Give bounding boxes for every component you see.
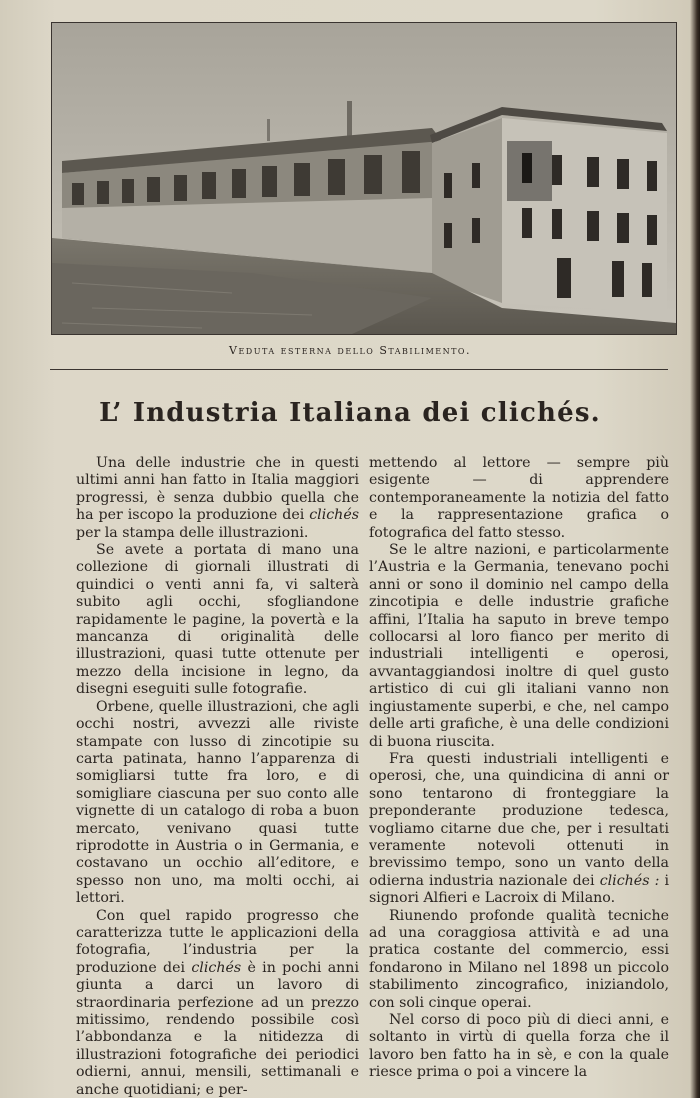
divider-rule: [50, 369, 668, 370]
paragraph: [76, 542, 359, 699]
article-title: L’ Industria Italiana dei clichés.: [99, 398, 601, 428]
italic-term: clichés :: [599, 872, 660, 889]
paragraph: [369, 908, 669, 1012]
text-run: Se avete a portata di mano una collezione di giornali illustrati di quindici o venti anni fa, vi salterà subito agli occhi, sfogliandone rapidamente le pagine, la povertà e la mancanza di originalità delle illustrazioni, quasi tutte ottenute per mezzo della incisione in legno, da disegni eseguiti sulle fotografie.: [76, 542, 359, 698]
text-run: per la stampa delle illustrazioni.: [76, 524, 309, 541]
paragraph: [369, 1012, 669, 1082]
paragraph: [76, 908, 359, 1098]
text-run: mettendo al lettore — sempre più esigente — di apprendere contemporaneamente la notizia del fatto e la rappresentazione grafica o fotografica del fatto stesso.: [369, 455, 669, 541]
paragraph: [369, 751, 669, 908]
right-column: [369, 455, 669, 1082]
photo-caption: Veduta esterna dello Stabilimento.: [229, 344, 471, 357]
text-run: Fra questi industriali intelligenti e operosi, che, una quindicina di anni or sono tentarono di fronteggiare la preponderante produzione tedesca, vogliamo citarne due che, per i resultati veramente notevoli ottenuti in brevissimo tempo, sono un vanto della odierna industria nazionale dei: [369, 750, 669, 889]
text-run: Riunendo profonde qualità tecniche ad una coraggiosa attività e ad una pratica costante del commercio, essi fondarono in Milano nel 1898 un piccolo stabilimento zincografico, iniziandolo, con soli cinque operai.: [369, 907, 669, 1011]
page-binding-shadow: [690, 0, 700, 1098]
text-run: Orbene, quelle illustrazioni, che agli occhi nostri, avvezzi alle riviste stampate con lusso di zincotipie su carta patinata, hanno l’apparenza di somigliarsi tutte fra loro, e di somigliare ciascuna per suo conto alle vignette di un catalogo di roba a buon mercato, venivano quasi tutte riprodotte in Austria o in Germania, e costavano un occhio all’editore, e spesso non uno, ma molti occhi, ai lettori.: [76, 698, 359, 907]
italic-term: clichés: [191, 959, 242, 976]
text-run: Nel corso di poco più di dieci anni, e soltanto in virtù di quella forza che il lavoro ben fatto ha in sè, e con la quale riesce prima o poi a vincere la: [369, 1012, 669, 1081]
paragraph: [76, 699, 359, 908]
paragraph: [76, 455, 359, 542]
text-run: Una delle industrie che in questi ultimi anni han fatto in Italia maggiori progressi, è senza dubbio quella che ha per iscopo la produzione dei: [76, 455, 359, 524]
left-column: [76, 455, 359, 1098]
factory-building-photo: [51, 22, 677, 335]
italic-term: clichés: [309, 507, 359, 524]
text-run: Con quel rapido progresso che caratterizza tutte le applicazioni della fotografia, l’industria per la produzione dei: [76, 907, 359, 976]
text-run: i signori Alfieri e Lacroix di Milano.: [369, 872, 669, 907]
text-run: è in pochi anni giunta a darci un lavoro di straordinaria perfezione ad un prezzo mitissimo, rendendo possibile così l’abbondanza e la nitidezza di illustrazioni fotografiche dei periodici odierni, annui, mensili, settimanali e anche quotidiani; e per-: [76, 959, 359, 1098]
text-run: Se le altre nazioni, e particolarmente l’Austria e la Germania, tenevano pochi anni or sono il dominio nel campo della zincotipia e delle industrie grafiche affini, l’Italia ha saputo in breve tempo collocarsi al loro fianco per merito di industriali intelligenti e operosi, avvantaggiandosi inoltre di quel gusto artistico di cui gli italiani vanno non ingiustamente superbi, e che, nel campo delle arti grafiche, è una delle condizioni di buona riuscita.: [369, 542, 669, 750]
paragraph: [369, 455, 669, 542]
paragraph: [369, 542, 669, 751]
